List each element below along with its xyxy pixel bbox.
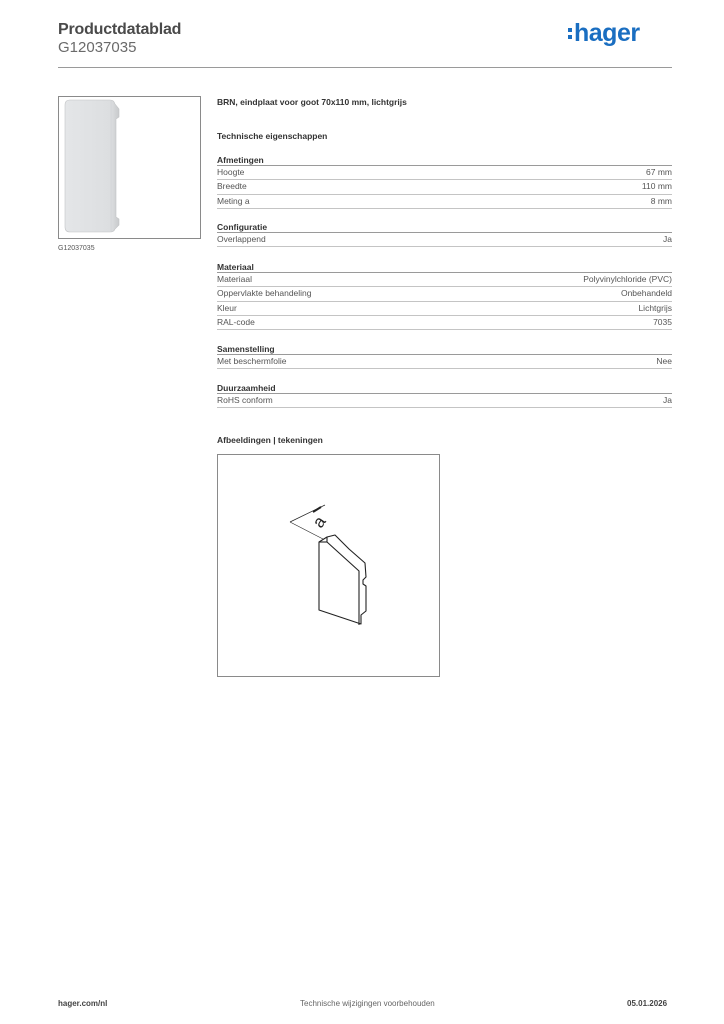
spec-value: Nee — [656, 356, 672, 366]
technical-drawing — [217, 454, 440, 677]
section-material — [217, 262, 672, 330]
dimension-label: a — [308, 512, 330, 532]
spec-label: Breedte — [217, 181, 247, 192]
footer-notice: Technische wijzigingen voorbehouden — [300, 999, 435, 1008]
spec-value: Ja — [663, 395, 672, 405]
spec-row — [217, 287, 672, 301]
spec-value: 7035 — [653, 316, 672, 327]
section-title: Samenstelling — [217, 344, 672, 355]
spec-label: Overlappend — [217, 234, 266, 244]
section-sustainability — [217, 383, 672, 408]
spec-row — [217, 302, 672, 316]
section-dimensions — [217, 155, 672, 209]
website-link[interactable]: hager.com/nl — [58, 999, 108, 1008]
product-image-caption: G12037035 — [58, 245, 95, 252]
section-title: Duurzaamheid — [217, 383, 672, 394]
logo-dot-top — [568, 28, 572, 32]
spec-value: 67 mm — [646, 167, 672, 177]
spec-label: RAL-code — [217, 316, 255, 327]
header-divider — [58, 67, 672, 68]
product-description: BRN, eindplaat voor goot 70x110 mm, lichtgrijs — [217, 97, 407, 107]
spec-label: RoHS conform — [217, 395, 273, 405]
product-code: G12037035 — [58, 39, 137, 56]
spec-row — [217, 233, 672, 247]
section-title: Materiaal — [217, 262, 672, 273]
spec-row — [217, 273, 672, 287]
spec-label: Kleur — [217, 302, 237, 313]
spec-value: Lichtgrijs — [638, 302, 672, 313]
hager-logo — [567, 16, 657, 48]
page-title: Productdatablad — [58, 21, 182, 38]
spec-value: 110 mm — [641, 181, 672, 192]
spec-row — [217, 180, 672, 194]
dimension-arrow — [313, 507, 321, 512]
spec-value: 8 mm — [650, 195, 672, 206]
spec-label: Meting a — [217, 195, 250, 206]
spec-value: Onbehandeld — [620, 288, 672, 299]
spec-row — [217, 355, 672, 369]
section-title: Afmetingen — [217, 155, 672, 166]
drawings-heading: Afbeeldingen | tekeningen — [217, 435, 323, 445]
spec-row — [217, 316, 672, 330]
spec-label: Materiaal — [217, 274, 252, 284]
spec-value: Polyvinylchloride (PVC) — [583, 274, 672, 284]
section-title: Configuratie — [217, 222, 672, 233]
spec-label: Oppervlakte behandeling — [217, 288, 312, 299]
footer-date: 05.01.2026 — [627, 999, 668, 1008]
spec-label: Hoogte — [217, 167, 245, 177]
section-composition — [217, 344, 672, 369]
spec-row — [217, 394, 672, 408]
spec-row — [217, 166, 672, 180]
spec-value: Ja — [663, 234, 672, 244]
end-plate-drawing — [218, 455, 441, 678]
logo-dot-bottom — [568, 35, 572, 39]
spec-row — [217, 195, 672, 209]
section-configuration — [217, 222, 672, 247]
end-plate-photo — [59, 97, 202, 240]
technical-properties-heading: Technische eigenschappen — [217, 131, 328, 141]
plate-edge — [327, 537, 359, 625]
logo-text: hager — [574, 19, 640, 47]
product-image — [58, 96, 201, 239]
spec-label: Met beschermfolie — [217, 356, 287, 366]
